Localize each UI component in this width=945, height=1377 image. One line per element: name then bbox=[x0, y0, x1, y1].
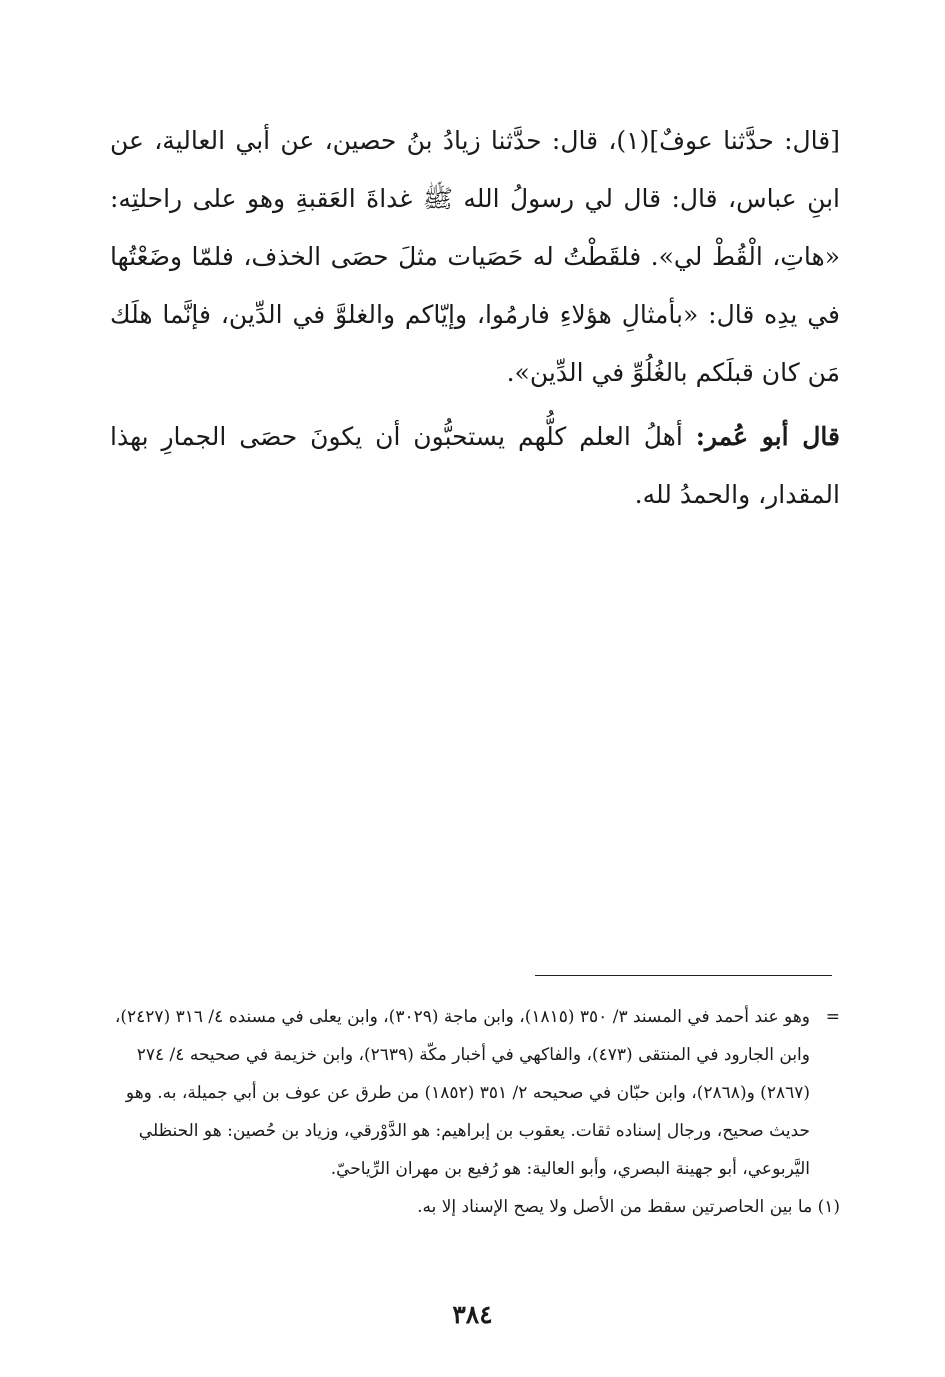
continuation-marker: = bbox=[825, 1007, 840, 1027]
footnotes bbox=[105, 998, 840, 1226]
main-paragraph: [قال: حدَّثنا عوفٌ](١)، قال: حدَّثنا زيادُ بنُ حصين، عن أبي العالية، عن ابنِ عباس، قال: قال لي رسولُ الله ﷺ غداةَ العَقبةِ وهو على راحلتِه: «هاتِ، الْقُطْ لي». فلقَطْتُ له حَصَيات مثلَ حصَى الخذف، فلمّا وضَعْتُها في يدِه قال: «بأمثالِ هؤلاءِ فارمُوا، وإيّاكم والغلوَّ في الدِّين، فإنَّما هلَك مَن كان قبلَكم بالغُلُوِّ في الدِّين». bbox=[110, 126, 840, 387]
main-text bbox=[110, 112, 840, 524]
footnote-1: (١) ما بين الحاصرتين سقط من الأصل ولا يصح الإسناد إلا به. bbox=[417, 1197, 840, 1217]
footnote-continuation bbox=[105, 998, 840, 1188]
speaker-label: قال أبو عُمر: bbox=[695, 422, 840, 451]
footnote-divider bbox=[535, 975, 832, 976]
main-paragraph-commentary bbox=[110, 408, 840, 524]
page-number: ٣٨٤ bbox=[452, 1300, 493, 1329]
commentary-text: أهلُ العلم كلُّهم يستحبُّون أن يكونَ حصَى الجمارِ بهذا المقدار، والحمدُ لله. bbox=[110, 422, 840, 509]
continuation-text: وهو عند أحمد في المسند ٣/ ٣٥٠ (١٨١٥)، وابن ماجة (٣٠٢٩)، وابن يعلى في مسنده ٤/ ٣١٦ (٢٤٢٧)، وابن الجارود في المنتقى (٤٧٣)، والفاكهي في أخبار مكّة (٢٦٣٩)، وابن خزيمة في صحيحه ٤/ ٢٧٤ (٢٨٦٧) و(٢٨٦٨)، وابن حبّان في صحيحه ٢/ ٣٥١ (١٨٥٢) من طرق عن عوف بن أبي جميلة، به. وهو حديث صحيح، ورجال إسناده ثقات. يعقوب بن إبراهيم: هو الدَّوْرقي، وزياد بن حُصين: هو الحنظلي اليَّربوعي، أبو جهينة البصري، وأبو العالية: هو رُفيع بن مهران الرِّياحيّ. bbox=[114, 1007, 810, 1179]
